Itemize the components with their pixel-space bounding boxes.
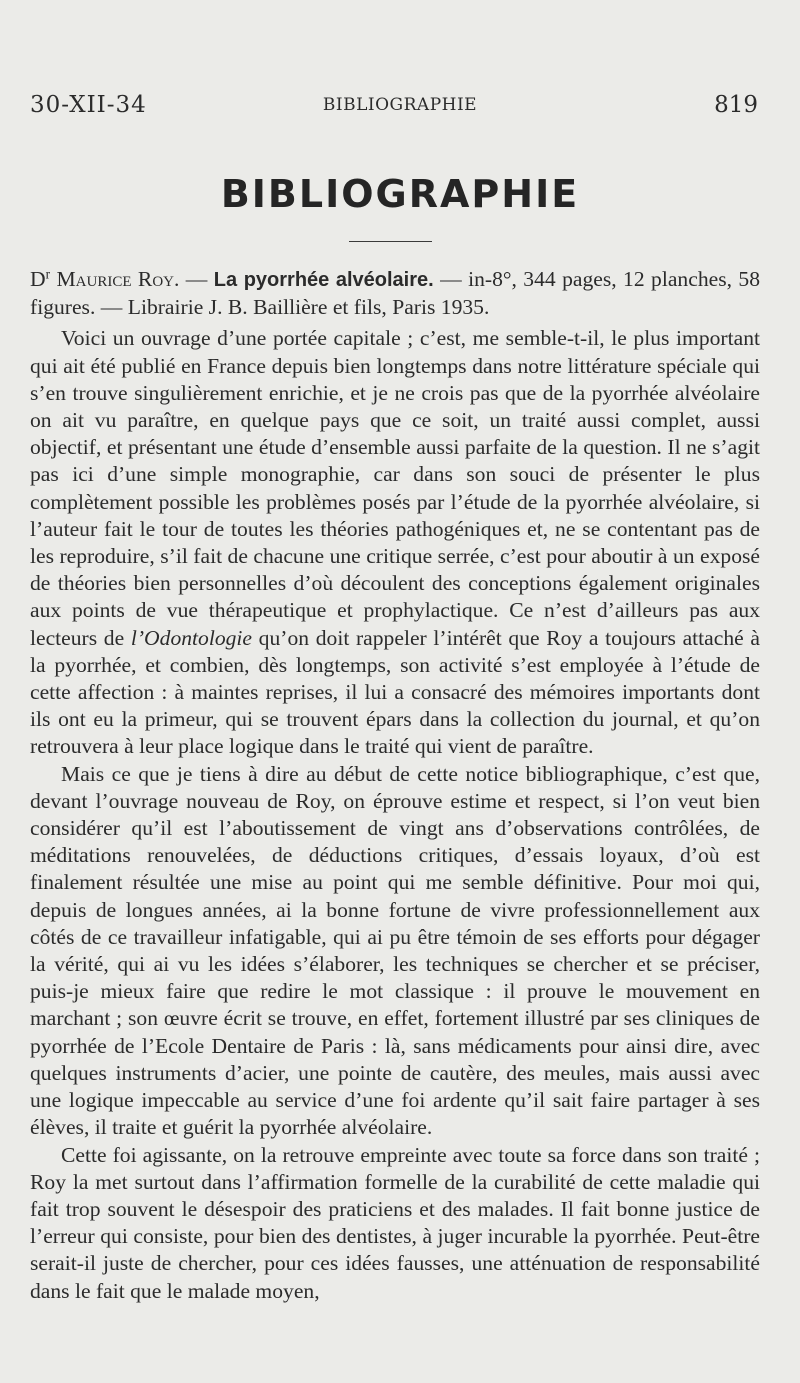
book-title: La pyorrhée alvéolaire. — [213, 269, 434, 291]
paragraph-1-text-b: qu’on doit rappeler l’intérêt que Roy a toujours attaché à la pyorrhée, et combien, dès longtemps, son activité s’est employée à l’étude de cette affection : à maintes reprises, il lui a consacré des mémoires importants dont ils ont eu la primeur, qui se trouvent épars dans la collection du journal, et qu’on retrouvera à leur place logique dans le traité qui vient de paraître. — [30, 625, 760, 759]
author-prefix: D — [30, 267, 46, 291]
author-prefix-superscript: r — [45, 266, 51, 282]
book-details: — in-8°, 344 pages, 12 planches, 58 figures. — Librairie J. B. Baillière et fils, Paris 1935. — [30, 267, 760, 320]
journal-title: l’Odontologie — [130, 625, 253, 650]
title-divider — [349, 241, 432, 242]
citation-separator: — — [179, 267, 214, 291]
paragraph-3: Cette foi agissante, on la retrouve empreinte avec toute sa force dans son traité ; Roy la met surtout dans l’affirmation formelle de la curabilité de cette maladie qui fait trop souvent le désespoir des praticiens et des malades. Il fait bonne justice de l’erreur qui consiste, pour bien des dentistes, à juger incurable la pyorrhée. Peut-être serait-il juste de chercher, pour ces idées fausses, une atténuation de responsabilité dans le fait que le malade moyen, — [30, 1142, 760, 1303]
paragraph-1-text-a: Voici un ouvrage d’une portée capitale ; c’est, me semble-t-il, le plus important qui ait été publié en France depuis bien longtemps dans notre littérature spéciale qui s’en trouve singulièrement enrichie, et je ne crois pas que de la pyorrhée alvéolaire on ait vu paraître, en quelque pays que ce soit, un traité aussi complet, aussi objectif, et présentant une étude d’ensemble aussi parfaite de la question. Il ne s’agit pas ici d’une simple monographie, car dans son souci de présenter le plus complètement possible les problèmes posés par l’étude de la pyorrhée alvéolaire, si l’auteur fait le tour de toutes les théories pathogéniques et, ne se contentant pas de les reproduire, s’il fait de chacune une critique serrée, c’est pour aboutir à un exposé de théories bien personnelles d’où découlent des conceptions également originales aux points de vue thérapeutique et prophylactique. Ce n’est d’ailleurs pas aux lecteurs de — [30, 326, 760, 650]
paragraph-2: Mais ce que je tiens à dire au début de cette notice bibliographique, c’est que, devant l’ouvrage nouveau de Roy, on éprouve estime et respect, si l’on veut bien considérer qu’il est l’aboutissement de vingt ans d’observations contrôlées, de méditations renouvelées, de déductions critiques, d’essais loyaux, d’où est finalement résultée une mise au point qui me semble définitive. Pour moi qui, depuis de longues années, ai la bonne fortune de vivre professionnellement aux côtés de ce travailleur infatigable, qui ai pu être témoin de ses efforts pour dégager la vérité, qui ai vu les idées s’élaborer, les techniques se chercher et se préciser, puis-je mieux faire que redire le mot classique : il prouve le mouvement en marchant ; son œuvre écrit se trouve, en effet, fortement illustré par ses cliniques de pyorrhée de l’Ecole Dentaire de Paris : là, sans médicaments pour ainsi dire, avec quelques instruments d’acier, une pointe de cautère, des meules, mais aussi avec une logique impeccable au service d’une foi ardente qu’il sait faire partager à ses élèves, il traite et guérit la pyorrhée alvéolaire. — [30, 761, 760, 1140]
header-date: 30-XII-34 — [30, 92, 147, 118]
author-name: Maurice Roy. — [56, 267, 180, 291]
page-number: 819 — [714, 92, 758, 118]
article-body — [30, 266, 760, 1305]
running-header — [30, 92, 770, 120]
page-title: BIBLIOGRAPHIE — [220, 172, 580, 216]
header-section: BIBLIOGRAPHIE — [322, 95, 478, 115]
paragraph-1 — [30, 325, 760, 760]
book-citation — [30, 266, 760, 321]
